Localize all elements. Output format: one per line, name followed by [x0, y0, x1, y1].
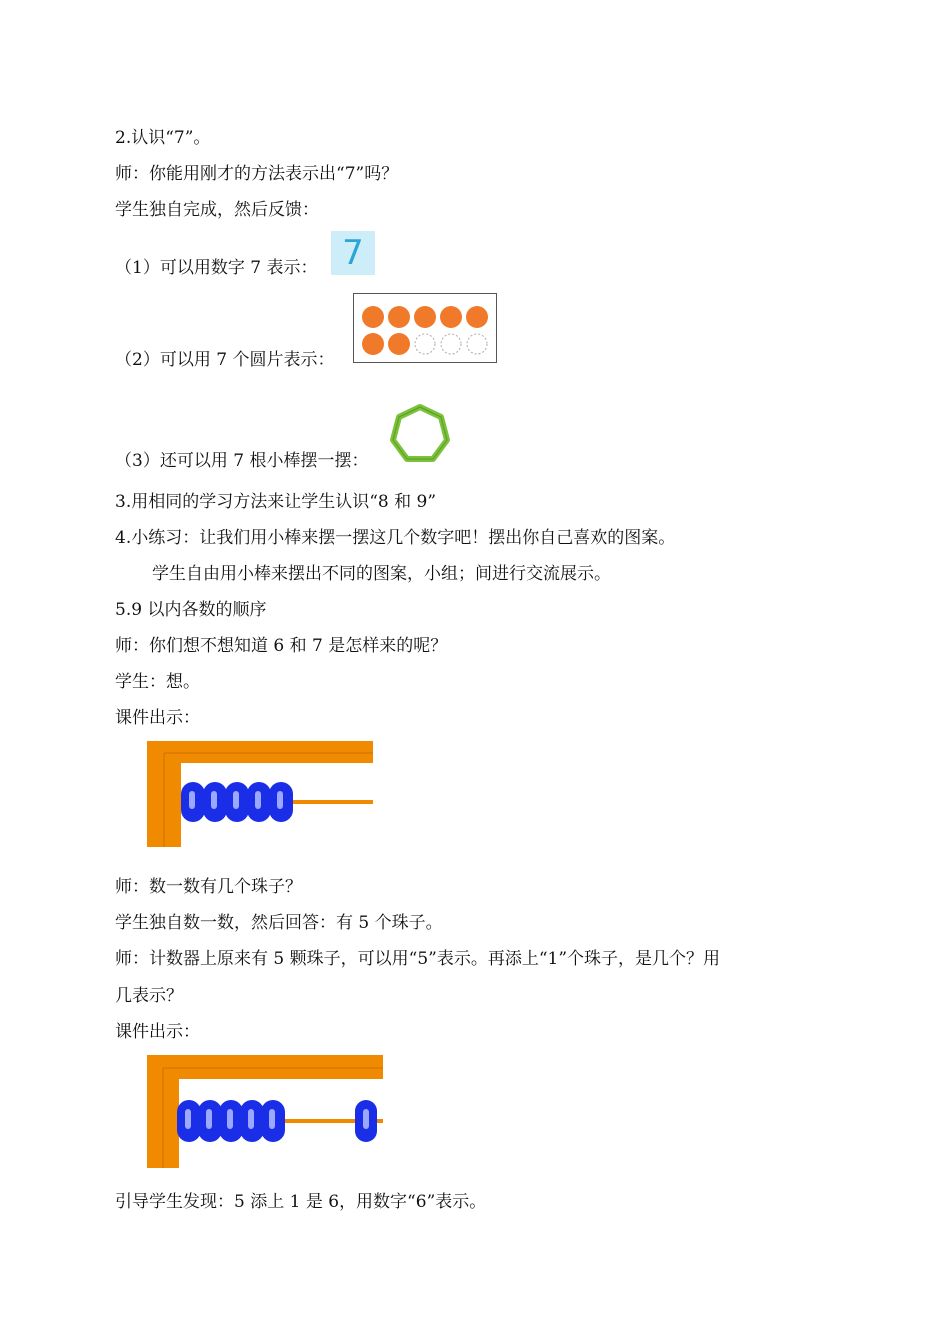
counter-frame: [353, 293, 497, 363]
bead-highlight: [277, 791, 283, 809]
courseware-show-2: 课件出示：: [115, 1022, 200, 1042]
teacher-add-bead: 师：计数器上原来有 5 颗珠子，可以用“5”表示。再添上“1”个珠子，是几个？用: [115, 949, 721, 969]
step-2-heading: 2.认识“7”。: [115, 128, 211, 148]
bead-group: [181, 782, 293, 822]
bead-highlight: [255, 791, 261, 809]
bead-highlight: [227, 1109, 233, 1129]
step-5-heading: 5.9 以内各数的顺序: [115, 600, 267, 620]
heptagon-sticks: [386, 402, 454, 468]
counter-filled: [388, 333, 410, 355]
student-feedback-intro: 学生独自完成，然后反馈：: [115, 200, 319, 220]
bead-highlight: [211, 791, 217, 809]
step-4-heading: 4.小练习：让我们用小棒来摆一摆这几个数字吧！摆出你自己喜欢的图案。: [115, 528, 676, 548]
counter-empty: [467, 334, 487, 354]
counter-filled: [466, 306, 488, 328]
counter-empty: [441, 334, 461, 354]
counter-filled: [414, 306, 436, 328]
bead-highlight: [248, 1109, 254, 1129]
bead-group: [177, 1100, 285, 1142]
teacher-add-bead-cont: 几表示？: [115, 986, 183, 1006]
counter-row-bottom: [362, 333, 487, 355]
abacus-five-beads: [147, 741, 373, 847]
teacher-question-6-7: 师：你们想不想知道 6 和 7 是怎样来的呢？: [115, 636, 448, 656]
counters-svg: [354, 294, 495, 361]
bead-highlight: [185, 1109, 191, 1129]
method-digit: （1）可以用数字 7 表示：: [115, 258, 318, 278]
student-answer: 学生：想。: [115, 672, 200, 692]
student-count-answer: 学生独自数一数，然后回答：有 5 个珠子。: [115, 913, 443, 933]
method-counters: （2）可以用 7 个圆片表示：: [115, 350, 335, 370]
step-3-heading: 3.用相同的学习方法来让学生认识“8 和 9”: [115, 492, 437, 512]
teacher-count-question: 师：数一数有几个珠子？: [115, 877, 302, 897]
bead-highlight: [189, 791, 195, 809]
counter-filled: [362, 333, 384, 355]
bead-highlight: [269, 1109, 275, 1129]
counter-empty: [415, 334, 435, 354]
added-bead: [355, 1100, 377, 1142]
bead-highlight: [206, 1109, 212, 1129]
teacher-question-7: 师：你能用刚才的方法表示出“7”吗？: [115, 164, 399, 184]
bead-highlight: [233, 791, 239, 809]
counter-filled: [388, 306, 410, 328]
courseware-show-1: 课件出示：: [115, 708, 200, 728]
number-card-7: 7: [331, 231, 375, 275]
counter-row-top: [362, 306, 488, 328]
counter-filled: [362, 306, 384, 328]
abacus-top-bar: [147, 1055, 383, 1079]
counter-filled: [440, 306, 462, 328]
conclusion: 引导学生发现：5 添上 1 是 6，用数字“6”表示。: [115, 1192, 487, 1212]
bead-highlight: [363, 1109, 369, 1129]
abacus-six-beads: [147, 1055, 383, 1168]
method-sticks: （3）还可以用 7 根小棒摆一摆：: [115, 451, 369, 471]
student-activity: 学生自由用小棒来摆出不同的图案，小组；间进行交流展示。: [152, 564, 611, 584]
